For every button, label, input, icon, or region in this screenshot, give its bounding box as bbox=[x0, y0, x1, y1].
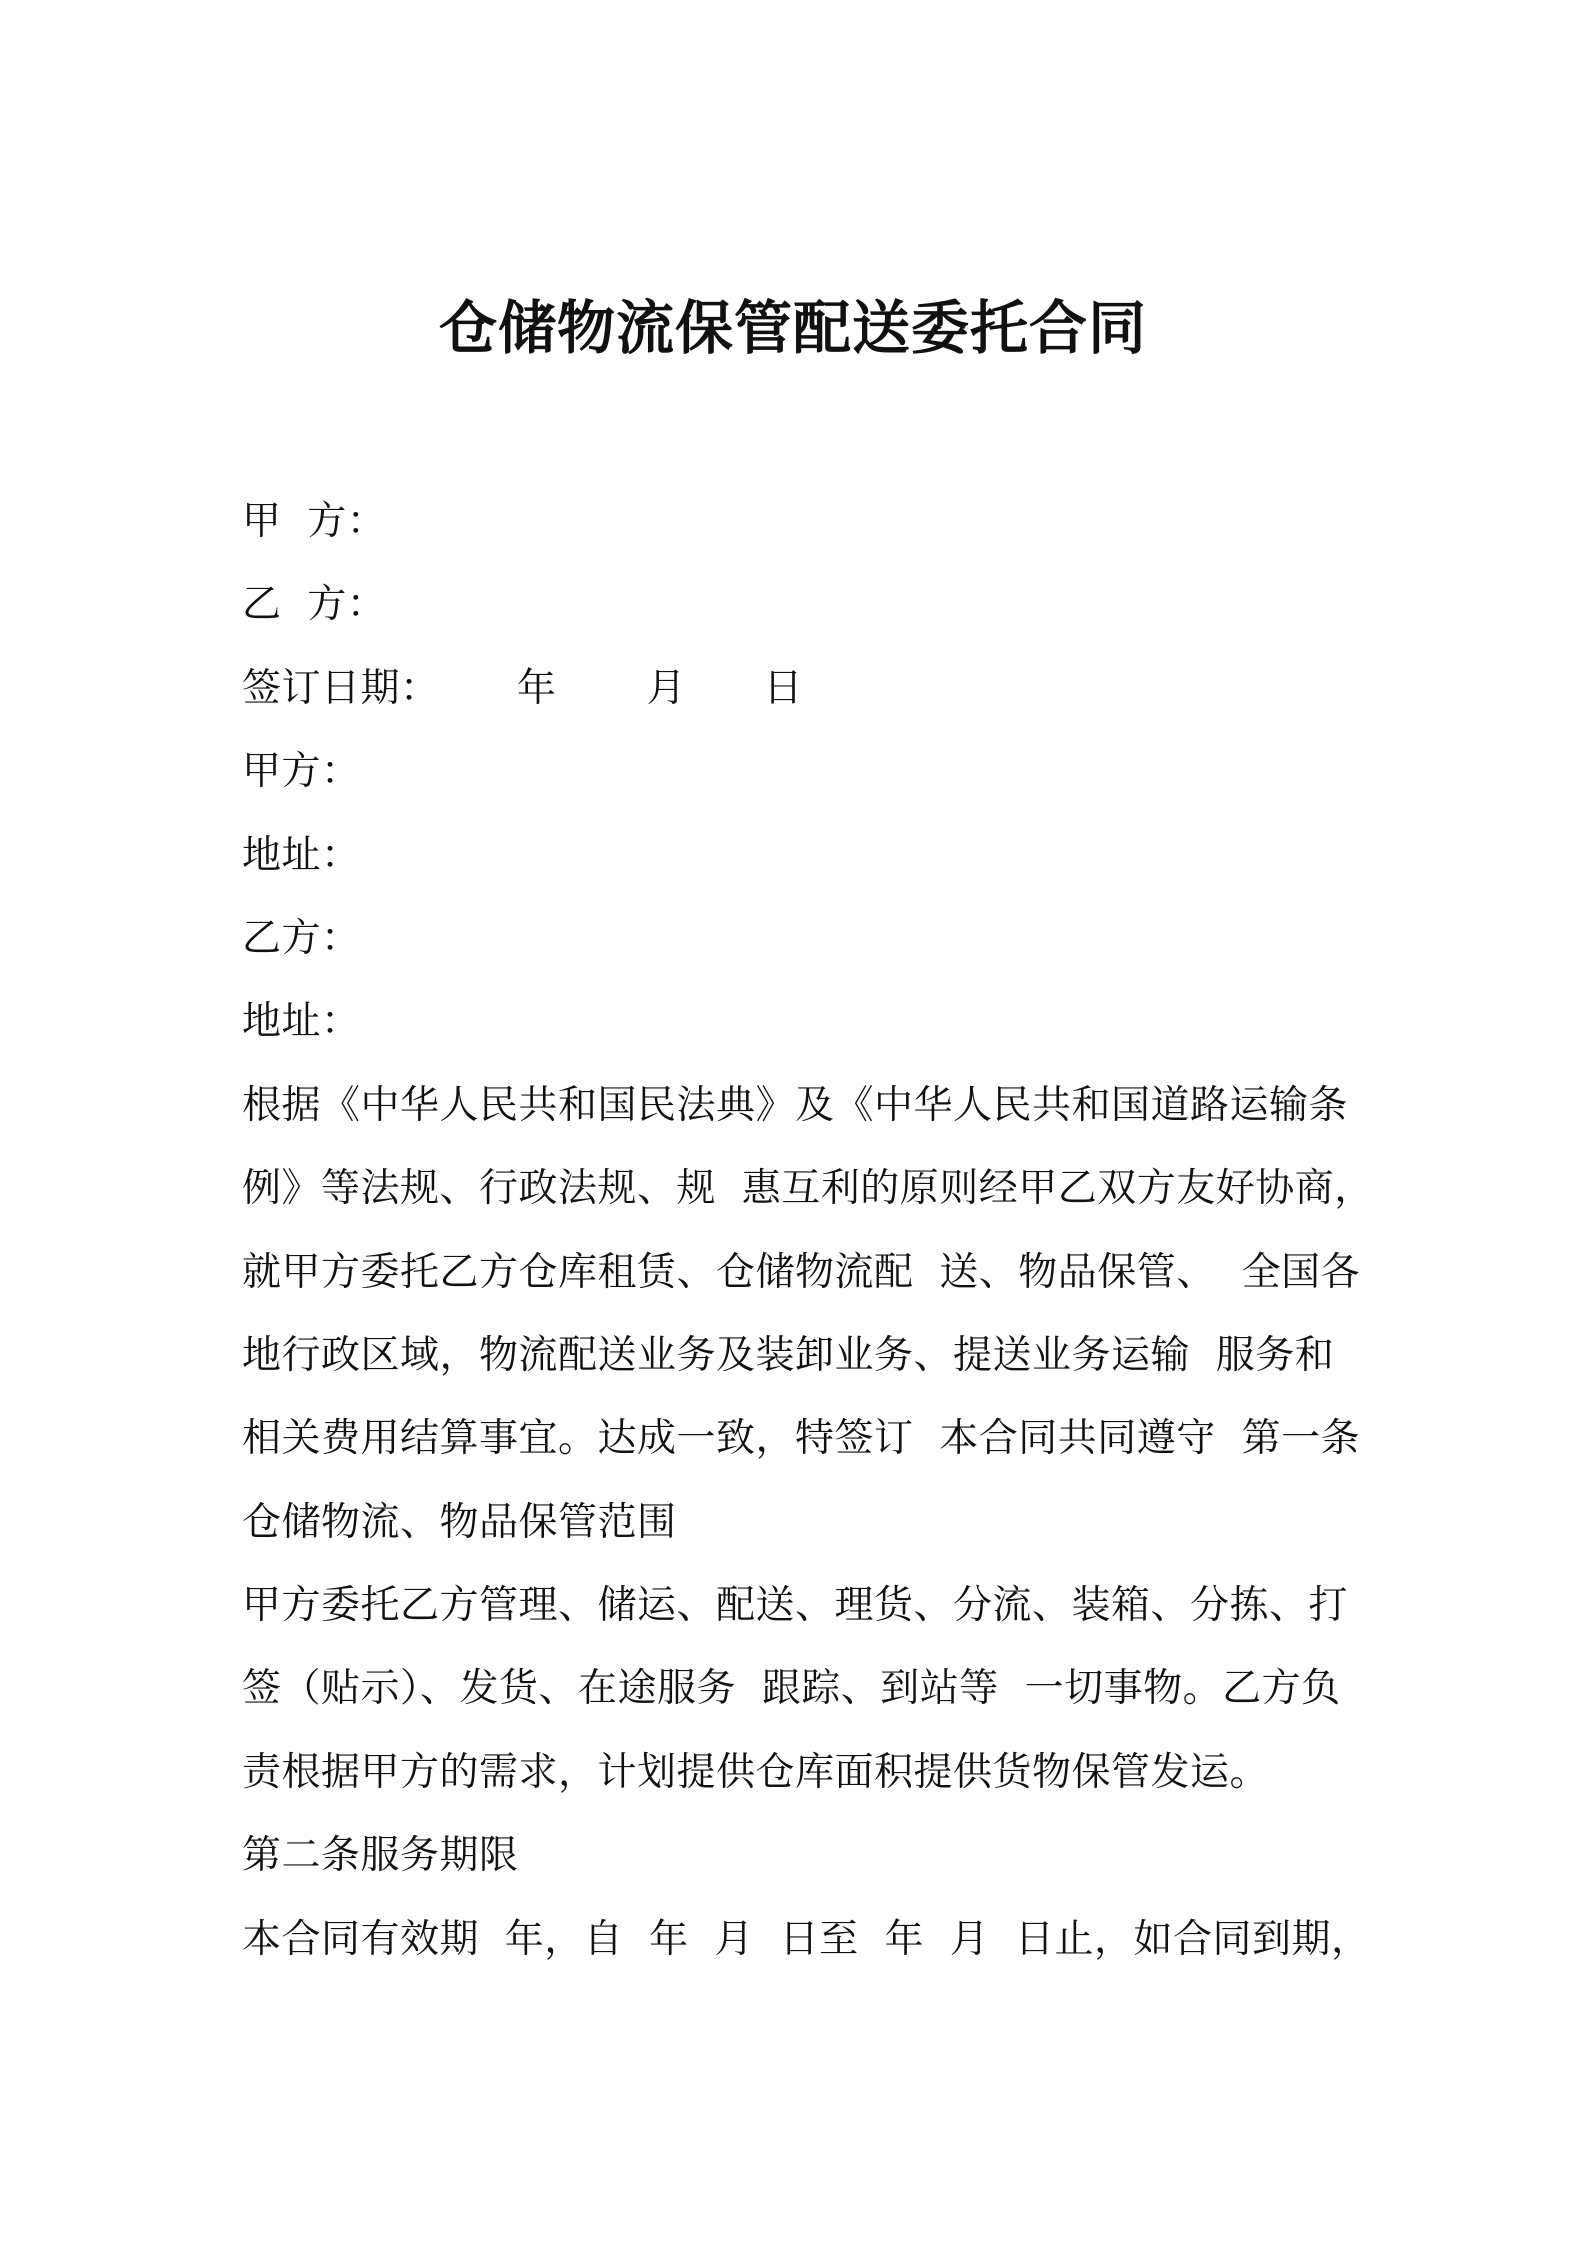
party-a-label: 甲 方： bbox=[242, 499, 387, 544]
article-one-text: 甲方委托乙方管理、储运、配送、理货、分流、装箱、分拣、打 bbox=[242, 1583, 1349, 1629]
article-one-heading: 仓储物流、物品保管范围 bbox=[242, 1499, 677, 1545]
preamble-line: 就甲方委托乙方仓库租赁、仓储物流配 送、物品保管、 全国各 bbox=[242, 1249, 1361, 1295]
article-one-text: 签（贴示）、发货、在途服务 跟踪、到站等 一切事物。乙方负 bbox=[242, 1666, 1341, 1712]
party-b-address-field: 地址： bbox=[242, 999, 361, 1045]
preamble-line: 根据《中华人民共和国民法典》及《中华人民共和国道路运输条 bbox=[242, 1082, 1349, 1128]
document-title: 仓储物流保管配送委托合同 bbox=[438, 294, 1147, 362]
party-a-field: 甲方： bbox=[242, 749, 361, 795]
document-body bbox=[242, 480, 1372, 1981]
article-one-text: 责根据甲方的需求，计划提供仓库面积提供货物保管发运。 bbox=[242, 1749, 1270, 1795]
preamble-line: 地行政区域，物流配送业务及装卸业务、提送业务运输 服务和 bbox=[242, 1332, 1335, 1378]
party-a-address-field: 地址： bbox=[242, 832, 361, 878]
preamble-line: 相关费用结算事宜。达成一致，特签订 本合同共同遵守 第一条 bbox=[242, 1416, 1361, 1462]
party-b-field: 乙方： bbox=[242, 915, 361, 961]
article-two-text: 本合同有效期 年，自 年 月 日至 年 月 日止，如合同到期， bbox=[242, 1916, 1371, 1962]
signing-date-line: 签订日期： 年 月 日 bbox=[242, 665, 804, 711]
preamble-line: 例》等法规、行政法规、规 惠互利的原则经甲乙双方友好协商， bbox=[242, 1166, 1374, 1212]
party-b-label: 乙 方： bbox=[242, 582, 387, 628]
article-two-heading: 第二条服务期限 bbox=[242, 1833, 519, 1879]
